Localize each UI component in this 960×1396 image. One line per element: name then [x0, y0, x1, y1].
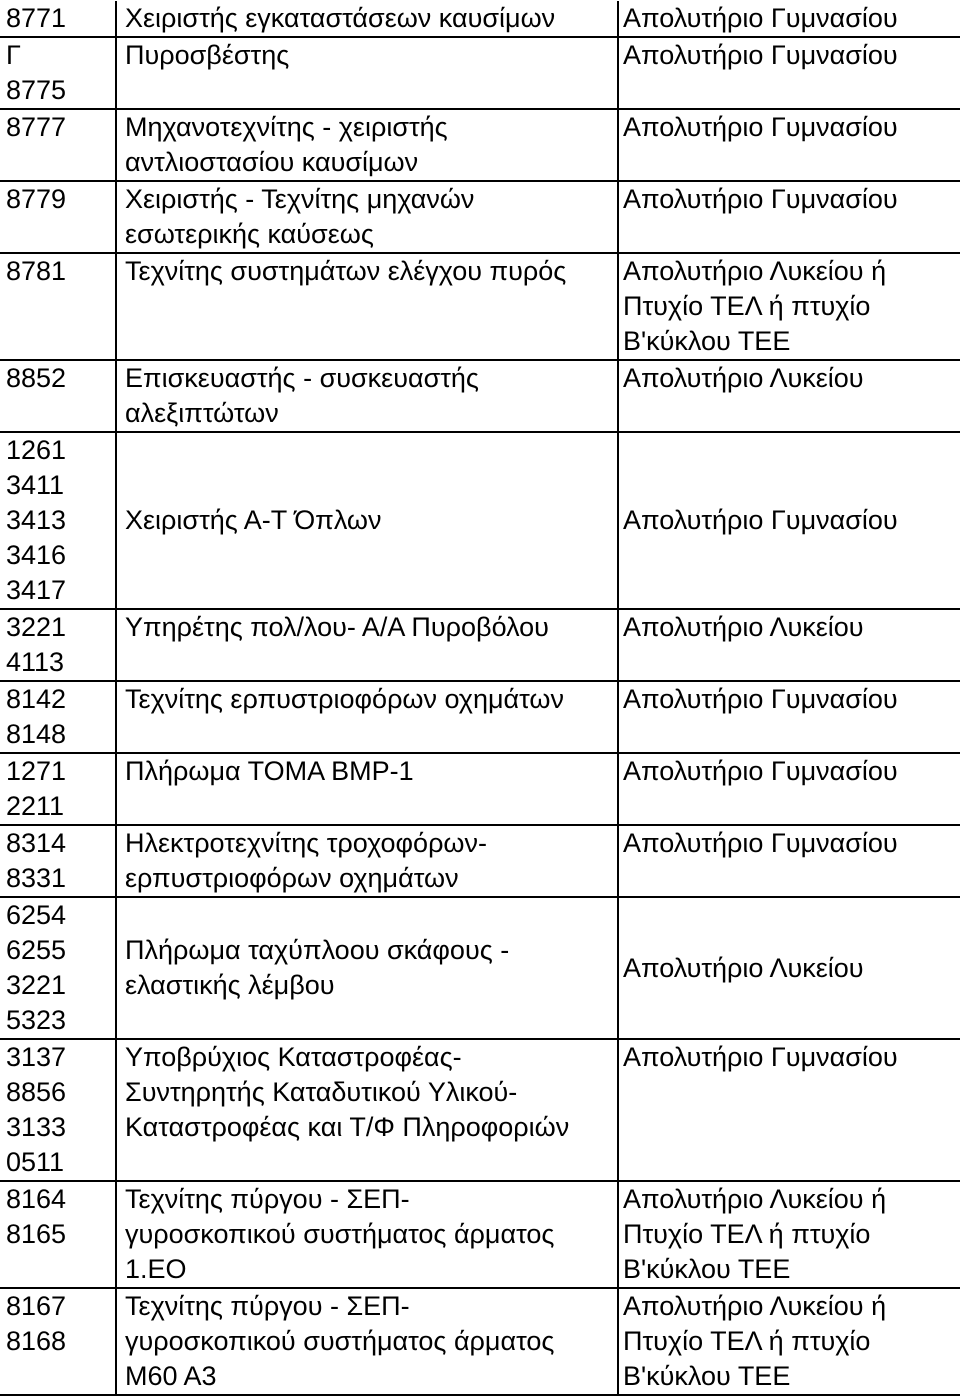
- specialty-text: Τεχνίτης συστημάτων ελέγχου πυρός: [125, 256, 567, 286]
- specialty-text: Μηχανοτεχνίτης - χειριστής: [125, 112, 448, 142]
- qualification-cell: [618, 1039, 960, 1181]
- qualification-cell: [618, 681, 960, 753]
- code-text: 3221: [6, 970, 67, 1000]
- qualification-cell: [618, 753, 960, 825]
- code-text: 8331: [6, 863, 67, 893]
- code-text: 3137: [6, 1042, 67, 1072]
- table-row: [0, 1, 960, 37]
- qualification-text: Απολυτήριο Λυκείου ή: [623, 1184, 887, 1214]
- table-row: [0, 109, 960, 181]
- specialty-text: Επισκευαστής - συσκευαστής: [125, 363, 479, 393]
- code-text: 8771: [6, 3, 67, 33]
- specialty-cell: [116, 753, 618, 825]
- specialty-text: Υπηρέτης πολ/λου- Α/Α Πυροβόλου: [125, 612, 549, 642]
- code-text: 8142: [6, 684, 67, 714]
- qualification-text: Απολυτήριο Λυκείου ή: [623, 256, 887, 286]
- specialty-text: Πλήρωμα ΤΟΜΑ ΒΜΡ-1: [125, 756, 414, 786]
- code-text: 3411: [6, 470, 65, 500]
- specialty-text: αλεξιπτώτων: [125, 398, 279, 428]
- qualification-cell: [618, 432, 960, 609]
- specialty-text: γυροσκοπικού συστήματος άρματος: [125, 1326, 555, 1356]
- code-text: 2211: [6, 791, 65, 821]
- code-cell: [0, 1039, 116, 1181]
- table-row: [0, 825, 960, 897]
- specialty-text: Πλήρωμα ταχύπλοου σκάφους -: [125, 935, 510, 965]
- specialty-cell: [116, 253, 618, 360]
- specialty-text: γυροσκοπικού συστήματος άρματος: [125, 1219, 555, 1249]
- specialty-text: Συντηρητής Καταδυτικού Υλικού-: [125, 1077, 518, 1107]
- qualification-text: Πτυχίο ΤΕΛ ή πτυχίο: [623, 291, 871, 321]
- qualification-text: Β'κύκλου ΤΕΕ: [623, 1254, 791, 1284]
- specialty-text: Ηλεκτροτεχνίτης τροχοφόρων-: [125, 828, 487, 858]
- specialty-cell: [116, 1181, 618, 1288]
- specialty-cell: [116, 181, 618, 253]
- table-row: [0, 753, 960, 825]
- code-text: 3416: [6, 540, 67, 570]
- code-cell: [0, 37, 116, 109]
- specialty-cell: [116, 1, 618, 37]
- table-row: [0, 360, 960, 432]
- qualification-cell: [618, 1181, 960, 1288]
- qualification-cell: [618, 181, 960, 253]
- code-cell: [0, 1, 116, 37]
- code-cell: [0, 432, 116, 609]
- table-row: [0, 37, 960, 109]
- qualification-text: Β'κύκλου ΤΕΕ: [623, 326, 791, 356]
- code-cell: [0, 360, 116, 432]
- code-text: 8168: [6, 1326, 67, 1356]
- code-cell: [0, 109, 116, 181]
- specialties-table: [0, 1, 960, 1396]
- code-cell: [0, 253, 116, 360]
- specialty-text: Χειριστής εγκαταστάσεων καυσίμων: [125, 3, 556, 33]
- specialty-cell: [116, 897, 618, 1039]
- qualification-text: Απολυτήριο Γυμνασίου: [623, 828, 898, 858]
- code-cell: [0, 681, 116, 753]
- specialty-text: Τεχνίτης πύργου - ΣΕΠ-: [125, 1291, 410, 1321]
- code-text: 8779: [6, 184, 67, 214]
- table-row: [0, 897, 960, 1039]
- specialty-text: 1.ΕΟ: [125, 1254, 187, 1284]
- code-text: 1271: [6, 756, 67, 786]
- code-text: Γ: [6, 40, 21, 70]
- specialty-text: Χειριστής - Τεχνίτης μηχανών: [125, 184, 475, 214]
- code-text: 8164: [6, 1184, 67, 1214]
- code-cell: [0, 181, 116, 253]
- table-row: [0, 1039, 960, 1181]
- qualification-text: Απολυτήριο Λυκείου: [623, 952, 864, 983]
- specialty-text: Τεχνίτης ερπυστριοφόρων οχημάτων: [125, 684, 565, 714]
- qualification-text: Απολυτήριο Γυμνασίου: [623, 3, 898, 33]
- qualification-text: Β'κύκλου ΤΕΕ: [623, 1361, 791, 1391]
- code-text: 3413: [6, 505, 67, 535]
- code-cell: [0, 1288, 116, 1395]
- code-text: 8314: [6, 828, 67, 858]
- table-row: [0, 681, 960, 753]
- table-row: [0, 432, 960, 609]
- qualification-text: Απολυτήριο Λυκείου: [623, 612, 864, 642]
- code-cell: [0, 1181, 116, 1288]
- qualification-text: Απολυτήριο Λυκείου: [623, 363, 864, 393]
- specialty-text: εσωτερικής καύσεως: [125, 219, 374, 249]
- code-text: 8148: [6, 719, 67, 749]
- specialty-text: Πυροσβέστης: [125, 40, 290, 70]
- code-text: 8852: [6, 363, 67, 393]
- qualification-text: Απολυτήριο Γυμνασίου: [623, 112, 898, 142]
- code-text: 6254: [6, 900, 67, 930]
- specialty-text: ελαστικής λέμβου: [125, 970, 335, 1000]
- qualification-cell: [618, 609, 960, 681]
- qualification-text: Απολυτήριο Γυμνασίου: [623, 756, 898, 786]
- specialty-cell: [116, 825, 618, 897]
- qualification-cell: [618, 1288, 960, 1395]
- specialty-text: Μ60 Α3: [125, 1361, 217, 1391]
- specialty-cell: [116, 37, 618, 109]
- specialty-cell: [116, 681, 618, 753]
- code-text: 3417: [6, 575, 67, 605]
- qualification-text: Απολυτήριο Λυκείου ή: [623, 1291, 887, 1321]
- qualification-cell: [618, 825, 960, 897]
- qualification-text: Απολυτήριο Γυμνασίου: [623, 684, 898, 714]
- code-cell: [0, 609, 116, 681]
- qualification-cell: [618, 253, 960, 360]
- table-row: [0, 181, 960, 253]
- code-cell: [0, 753, 116, 825]
- code-cell: [0, 897, 116, 1039]
- qualification-text: Πτυχίο ΤΕΛ ή πτυχίο: [623, 1219, 871, 1249]
- qualification-text: Απολυτήριο Γυμνασίου: [623, 505, 898, 535]
- specialty-cell: [116, 1288, 618, 1395]
- code-text: 8856: [6, 1077, 67, 1107]
- qualification-text: Απολυτήριο Γυμνασίου: [623, 1042, 898, 1072]
- qualification-cell: [618, 360, 960, 432]
- qualification-text: Απολυτήριο Γυμνασίου: [623, 40, 898, 70]
- code-text: 8775: [6, 75, 67, 105]
- specialty-cell: [116, 109, 618, 181]
- qualification-text: Πτυχίο ΤΕΛ ή πτυχίο: [623, 1326, 871, 1356]
- table-row: [0, 1288, 960, 1395]
- code-text: 4113: [6, 647, 65, 677]
- code-text: 3221: [6, 612, 67, 642]
- qualification-cell: [618, 897, 960, 1039]
- qualification-cell: [618, 109, 960, 181]
- specialty-text: Καταστροφέας και Τ/Φ Πληροφοριών: [125, 1112, 570, 1142]
- specialty-text: ερπυστριοφόρων οχημάτων: [125, 863, 459, 893]
- specialty-cell: [116, 360, 618, 432]
- code-text: 5323: [6, 1005, 67, 1035]
- qualification-cell: [618, 1, 960, 37]
- specialty-text: Υποβρύχιος Καταστροφέας-: [125, 1042, 462, 1072]
- qualification-cell: [618, 37, 960, 109]
- code-text: 0511: [6, 1147, 65, 1177]
- table-body: [0, 1, 960, 1395]
- code-cell: [0, 825, 116, 897]
- code-text: 1261: [6, 435, 67, 465]
- code-text: 8167: [6, 1291, 67, 1321]
- code-text: 3133: [6, 1112, 67, 1142]
- code-text: 8781: [6, 256, 67, 286]
- specialty-cell: [116, 609, 618, 681]
- code-text: 6255: [6, 935, 67, 965]
- specialty-text: Χειριστής Α-Τ Όπλων: [125, 505, 382, 535]
- specialty-text: αντλιοστασίου καυσίμων: [125, 147, 419, 177]
- code-text: 8777: [6, 112, 67, 142]
- specialty-cell: [116, 432, 618, 609]
- specialty-text: Τεχνίτης πύργου - ΣΕΠ-: [125, 1184, 410, 1214]
- table-row: [0, 609, 960, 681]
- code-text: 8165: [6, 1219, 67, 1249]
- qualification-text: Απολυτήριο Γυμνασίου: [623, 184, 898, 214]
- specialty-cell: [116, 1039, 618, 1181]
- table-row: [0, 253, 960, 360]
- table-row: [0, 1181, 960, 1288]
